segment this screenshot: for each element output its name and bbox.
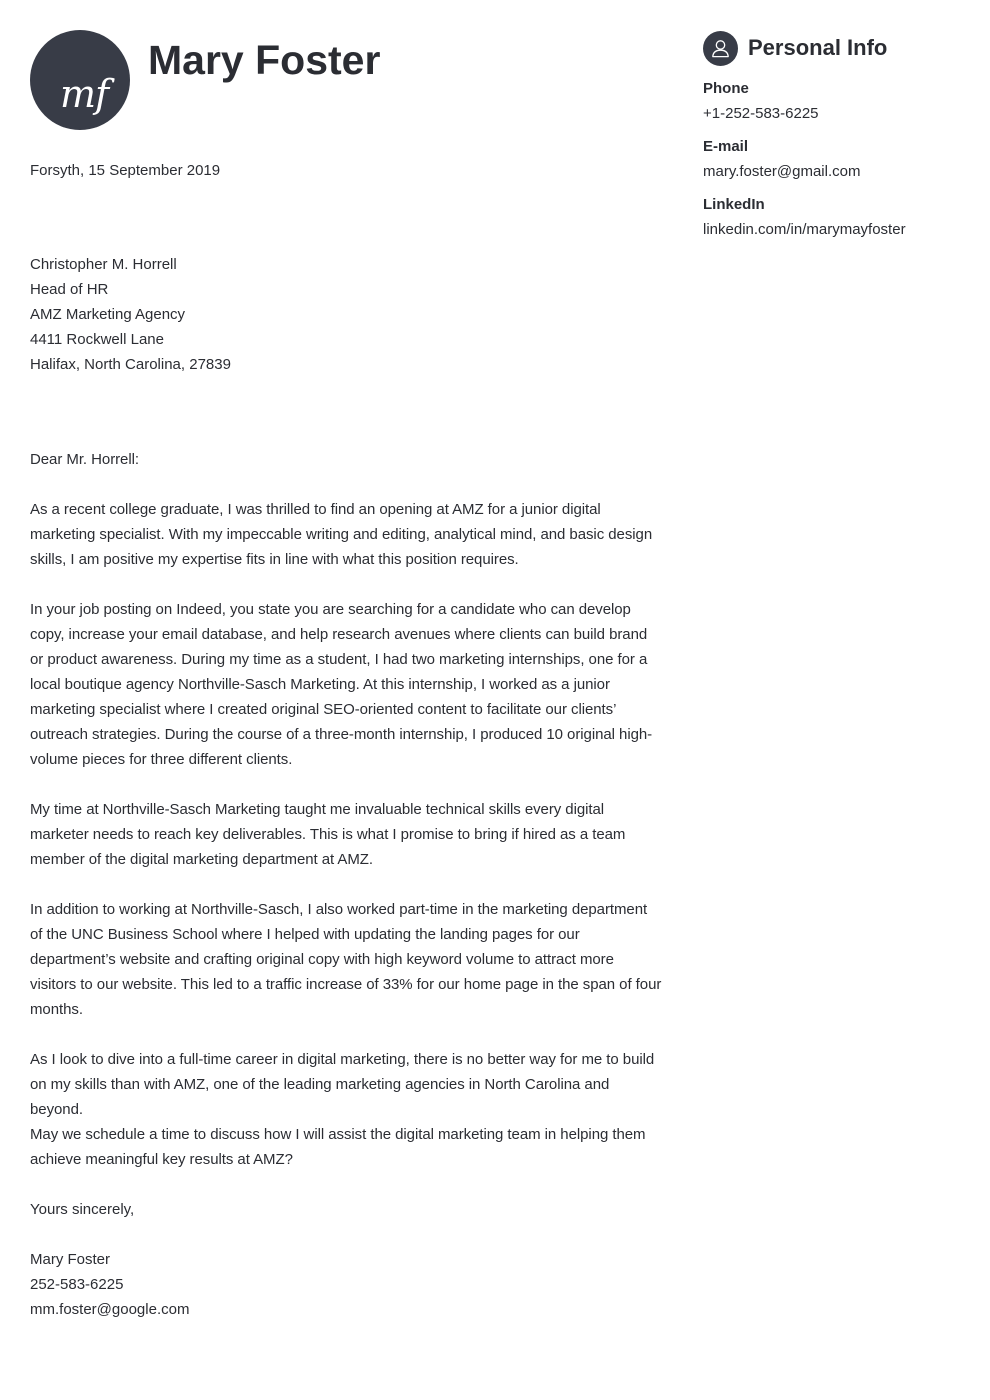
info-label: E-mail (703, 138, 749, 155)
info-label: Phone (703, 80, 749, 97)
signature-block (30, 1247, 189, 1322)
signature-phone: 252-583-6225 (30, 1276, 124, 1293)
personal-info-title: Personal Info (748, 35, 888, 60)
info-email (703, 137, 973, 182)
linkedin-value: linkedin.com/in/marymayfoster (703, 221, 906, 238)
info-label: LinkedIn (703, 196, 765, 213)
letter-date: Forsyth, 15 September 2019 (30, 162, 221, 179)
signature-email: mm.foster@google.com (30, 1301, 190, 1318)
recipient-street: 4411 Rockwell Lane (30, 331, 164, 348)
info-linkedin (703, 195, 973, 240)
info-phone (703, 79, 973, 124)
body-paragraph: In addition to working at Northville-Sasch, I also worked part-time in the marketing department of the UNC Business School where I helped with updating the landing pages for our department’s website and crafting original copy with high keyword volume to attract more visitors to our website. This led to a traffic increase of 33% for our home page in the span of four months. (30, 901, 662, 1018)
recipient-title: Head of HR (30, 281, 109, 298)
body-paragraph: As I look to dive into a full-time career in digital marketing, there is no better way for me to build on my skills than with AMZ, one of the leading marketing agencies in North Carolina and beyond. (30, 1051, 655, 1118)
recipient-city: Halifax, North Carolina, 27839 (30, 356, 231, 373)
phone-value: +1-252-583-6225 (703, 105, 819, 122)
recipient-company: AMZ Marketing Agency (30, 306, 186, 323)
body-paragraph: In your job posting on Indeed, you state you are searching for a candidate who can develop copy, increase your email database, and help research avenues where clients can build brand or product awareness. During my time as a student, I had two marketing internships, one for a local boutique agency Northville-Sasch Marketing. At this internship, I worked as a junior marketing specialist where I created original SEO-oriented content to facilitate our clients’ outreach strategies. During the course of a three-month internship, I produced 10 original high-volume pieces for three different clients. (30, 601, 653, 768)
letter-body (30, 447, 662, 1197)
user-icon (703, 31, 738, 66)
personal-info-header (703, 30, 973, 66)
signature-name: Mary Foster (30, 1251, 111, 1268)
personal-info-sidebar (703, 30, 973, 240)
email-value: mary.foster@gmail.com (703, 163, 861, 180)
body-paragraph: As a recent college graduate, I was thrilled to find an opening at AMZ for a junior digital marketing specialist. With my impeccable writing and editing, analytical mind, and basic design skills, I am positive my expertise fits in line with what this position requires. (30, 501, 653, 568)
applicant-name: Mary Foster (148, 37, 381, 83)
closing: Yours sincerely, (30, 1201, 135, 1218)
recipient-address (30, 252, 231, 377)
avatar (30, 30, 130, 130)
avatar-initials: mf (59, 72, 109, 116)
recipient-name: Christopher M. Horrell (30, 256, 177, 273)
body-paragraph: May we schedule a time to discuss how I will assist the digital marketing team in helping them achieve meaningful key results at AMZ? (30, 1126, 646, 1168)
body-paragraph: My time at Northville-Sasch Marketing taught me invaluable technical skills every digital marketer needs to reach key deliverables. This is what I promise to bring if hired as a team member of the digital marketing department at AMZ. (30, 801, 626, 868)
salutation: Dear Mr. Horrell: (30, 451, 139, 468)
